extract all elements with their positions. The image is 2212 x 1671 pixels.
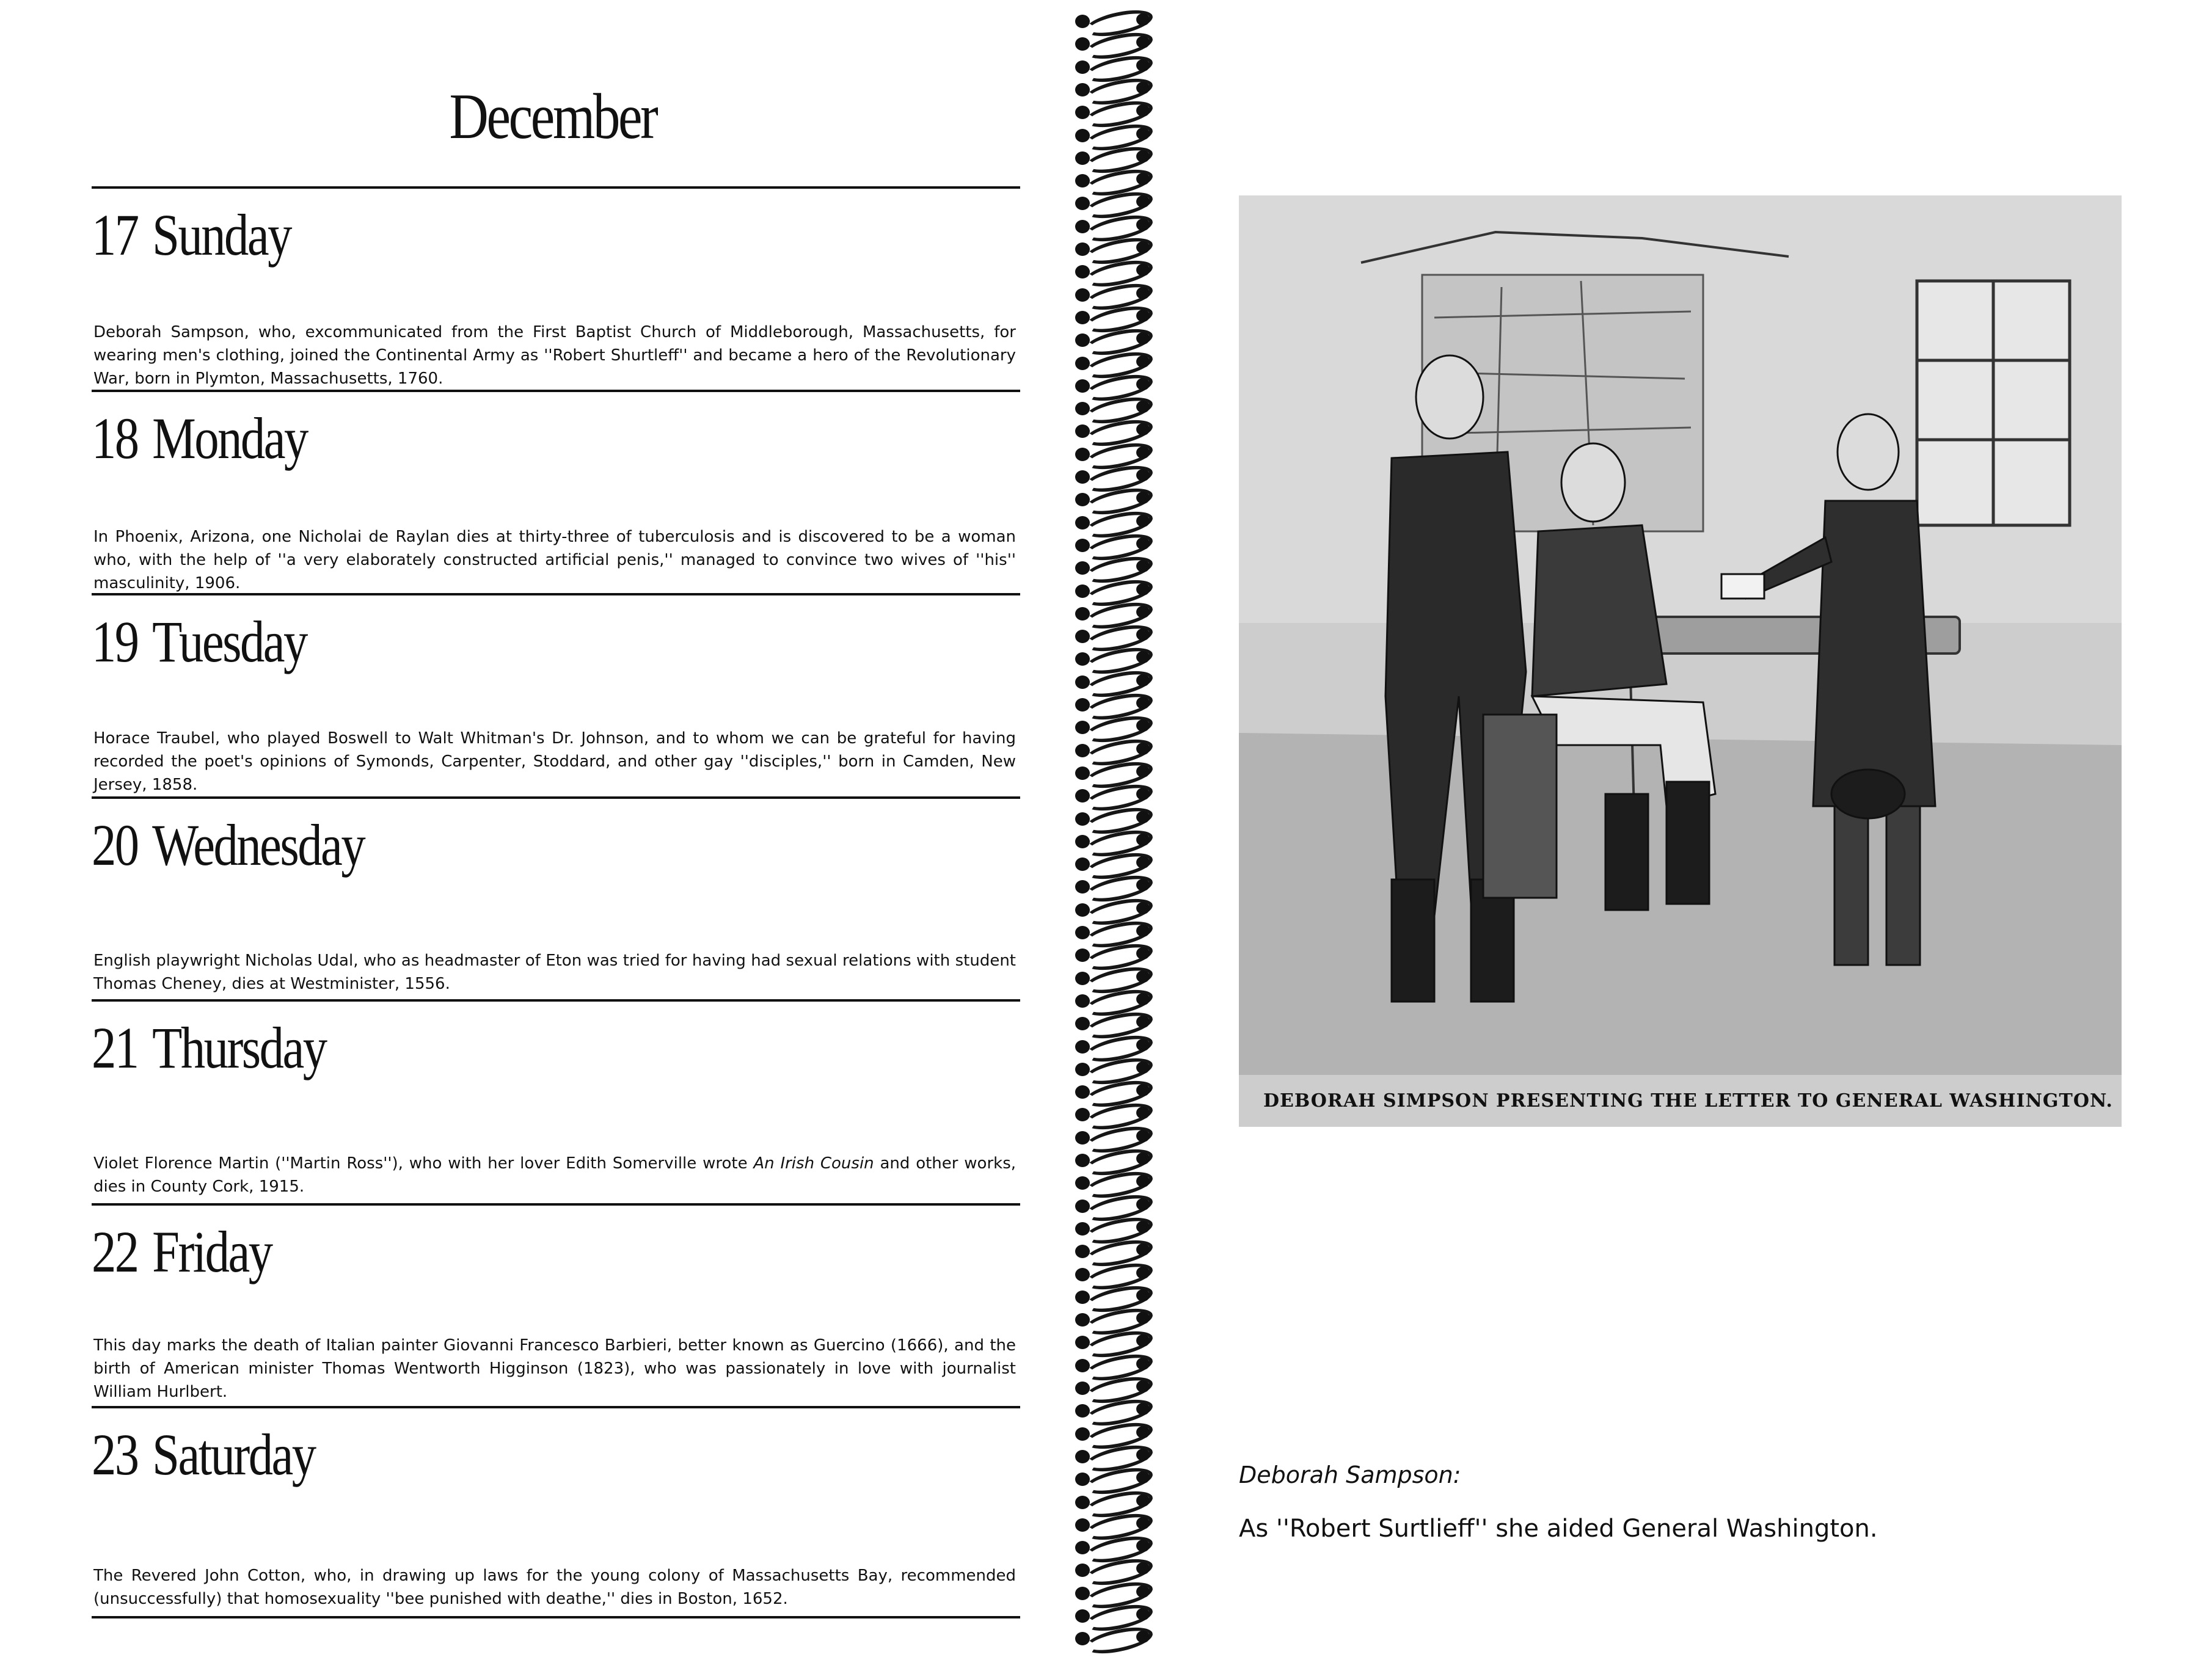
spiral-coil — [1063, 627, 1161, 646]
binding-hole — [1136, 674, 1150, 686]
spiral-coil — [1063, 946, 1161, 964]
day-number: 21 — [92, 1015, 138, 1080]
binding-hole — [1136, 651, 1150, 663]
binding-hole — [1136, 128, 1150, 140]
binding-hole — [1136, 378, 1150, 390]
calendar-page — [92, 0, 1026, 1671]
binding-hole — [1136, 59, 1150, 71]
binding-hole — [1136, 925, 1150, 937]
binding-hole — [1136, 423, 1150, 435]
day-heading — [92, 608, 307, 675]
spiral-coil — [1063, 741, 1161, 760]
spiral-coil — [1063, 1242, 1161, 1261]
spiral-coil — [1063, 923, 1161, 942]
spiral-coil — [1063, 1470, 1161, 1488]
spiral-coil — [1063, 1265, 1161, 1284]
binding-hole — [1136, 1061, 1150, 1074]
day-name: Friday — [152, 1219, 272, 1284]
spiral-coil — [1063, 308, 1161, 327]
spiral-coil — [1063, 490, 1161, 509]
spiral-coil — [1063, 718, 1161, 737]
day-text: The Revered John Cotton, who, in drawing up laws for the young colony of Massachusetts Bay, recommended (unsuccessfully) that homosexuality ''bee punished with deathe,'' dies in Boston, 1652. — [93, 1567, 1016, 1608]
binding-hole — [1136, 1585, 1150, 1598]
spiral-coil — [1063, 58, 1161, 76]
day-number: 22 — [92, 1219, 138, 1284]
day-heading — [92, 404, 307, 472]
binding-hole — [1136, 606, 1150, 618]
spiral-coil — [1063, 286, 1161, 304]
binding-hole — [1136, 241, 1150, 253]
binding-hole — [1136, 537, 1150, 550]
binding-hole — [1136, 1494, 1150, 1507]
spiral-coil — [1063, 331, 1161, 349]
spiral-coil — [1063, 559, 1161, 577]
binding-hole — [1136, 310, 1150, 322]
spiral-coil — [1063, 263, 1161, 281]
spiral-coil — [1063, 377, 1161, 395]
day-text: Horace Traubel, who played Boswell to Walt Whitman's Dr. Johnson, and to whom we can be grateful for having recorded the poet's opinions of Symonds, Carpenter, Stoddard, and other gay ''disciples,'' born in Camden, New Jersey, 1858. — [93, 729, 1016, 794]
day-text: This day marks the death of Italian painter Giovanni Francesco Barbieri, better known as Guercino (1666), and the birth of American minister Thomas Wentworth Higginson (1823), who was passionately in love with journalist William Hurlbert. — [93, 1336, 1016, 1401]
spiral-coil — [1063, 650, 1161, 668]
binding-hole — [1136, 560, 1150, 572]
spiral-coil — [1063, 12, 1161, 31]
spiral-coil — [1063, 992, 1161, 1010]
day-number: 20 — [92, 812, 138, 878]
spiral-coil — [1063, 582, 1161, 600]
spiral-coil — [1063, 1447, 1161, 1466]
spiral-coil — [1063, 149, 1161, 167]
spiral-coil — [1063, 1129, 1161, 1147]
binding-hole — [1136, 1312, 1150, 1324]
day-entry-23 — [92, 1406, 1020, 1608]
spiral-coil — [1063, 126, 1161, 145]
binding-hole — [1136, 355, 1150, 368]
bottom-rule — [92, 1616, 1020, 1618]
engraving-drawing — [1239, 195, 2122, 1127]
day-text-part: Violet Florence Martin (''Martin Ross''), who with her lover Edith Somerville wrote — [93, 1154, 754, 1173]
binding-hole — [1136, 1130, 1150, 1142]
book-title: An Irish Cousin — [753, 1154, 874, 1173]
spiral-coil — [1063, 103, 1161, 122]
binding-hole — [1136, 719, 1150, 732]
binding-hole — [1136, 1107, 1150, 1119]
spiral-coil — [1063, 1538, 1161, 1557]
window — [1917, 281, 2070, 525]
spiral-coil — [1063, 354, 1161, 373]
binding-hole — [1136, 1517, 1150, 1529]
spiral-coil — [1063, 855, 1161, 873]
spiral-coil — [1063, 1060, 1161, 1079]
day-entry-21 — [92, 999, 1020, 1196]
binding-hole — [1136, 902, 1150, 914]
spiral-coil — [1063, 764, 1161, 782]
binding-hole — [1136, 856, 1150, 868]
binding-hole — [1136, 1358, 1150, 1370]
spiral-coil — [1063, 1402, 1161, 1420]
spiral-coil — [1063, 1174, 1161, 1192]
figure-caption-title: Deborah Sampson: — [1239, 1462, 1461, 1488]
spiral-coil — [1063, 1288, 1161, 1306]
spiral-coil — [1063, 194, 1161, 213]
day-name: Wednesday — [152, 812, 365, 878]
spiral-coil — [1063, 81, 1161, 99]
day-name: Sunday — [152, 202, 291, 268]
day-name: Tuesday — [152, 609, 307, 674]
spiral-coil — [1063, 1038, 1161, 1056]
binding-hole — [1136, 82, 1150, 94]
spiral-coil — [1063, 1607, 1161, 1625]
day-name: Saturday — [152, 1422, 315, 1487]
binding-hole — [1136, 1426, 1150, 1438]
binding-hole — [1136, 970, 1150, 983]
spiral-coil — [1063, 240, 1161, 258]
binding-hole — [1136, 173, 1150, 185]
spiral-coil — [1063, 35, 1161, 53]
binding-hole — [1136, 947, 1150, 959]
binding-hole — [1136, 1403, 1150, 1415]
engraving-illustration — [1239, 195, 2122, 1127]
binding-hole — [1136, 13, 1150, 26]
spiral-coil — [1063, 217, 1161, 236]
spiral-coil — [1063, 1629, 1161, 1648]
spiral-coil — [1063, 1197, 1161, 1215]
binding-hole — [1136, 1152, 1150, 1165]
binding-hole — [1136, 401, 1150, 413]
day-entry-19 — [92, 593, 1020, 794]
spiral-coil — [1063, 832, 1161, 851]
binding-hole — [1136, 743, 1150, 755]
binding-hole — [1136, 788, 1150, 800]
day-heading — [92, 1014, 326, 1082]
spiral-coil — [1063, 468, 1161, 486]
day-number: 23 — [92, 1422, 138, 1487]
binding-hole — [1136, 628, 1150, 641]
binding-hole — [1136, 104, 1150, 117]
month-title: December — [449, 81, 657, 152]
binding-hole — [1136, 811, 1150, 823]
spiral-coil — [1063, 1379, 1161, 1397]
spiral-coil — [1063, 1493, 1161, 1512]
binding-hole — [1136, 1243, 1150, 1256]
day-name: Thursday — [152, 1015, 326, 1080]
binding-hole — [1136, 1631, 1150, 1643]
spiral-coil — [1063, 1516, 1161, 1534]
binding-hole — [1136, 1562, 1150, 1575]
binding-hole — [1136, 1449, 1150, 1461]
binding-hole — [1136, 36, 1150, 48]
binding-hole — [1136, 1608, 1150, 1620]
spiral-binding — [1063, 12, 1173, 1661]
spiral-coil — [1063, 1220, 1161, 1238]
day-heading — [92, 811, 364, 879]
day-number: 19 — [92, 609, 138, 674]
spiral-coil — [1063, 787, 1161, 805]
illustration-caption: DEBORAH SIMPSON PRESENTING THE LETTER TO GENERAL WASHINGTON. — [1263, 1090, 2113, 1112]
binding-hole — [1136, 1380, 1150, 1392]
day-entry-20 — [92, 796, 1020, 993]
spiral-coil — [1063, 969, 1161, 988]
spiral-coil — [1063, 696, 1161, 714]
day-heading — [92, 1421, 315, 1488]
spiral-coil — [1063, 1561, 1161, 1579]
spiral-coil — [1063, 1425, 1161, 1443]
spiral-coil — [1063, 1356, 1161, 1375]
day-entry-18 — [92, 390, 1020, 592]
binding-hole — [1136, 219, 1150, 231]
spiral-coil — [1063, 1105, 1161, 1124]
day-text: English playwright Nicholas Udal, who as headmaster of Eton was tried for having had sexual relations with student Thomas Cheney, dies at Westminister, 1556. — [93, 952, 1016, 993]
day-name: Monday — [152, 406, 307, 471]
binding-hole — [1136, 332, 1150, 344]
spiral-coil — [1063, 445, 1161, 464]
day-text: In Phoenix, Arizona, one Nicholai de Raylan dies at thirty-three of tuberculosis and is discovered to be a woman who, with the help of ''a very elaborately constructed artificial penis,'' managed to convince two wives of ''his'' masculinity, 1906. — [93, 528, 1016, 592]
day-heading — [92, 201, 291, 269]
binding-hole — [1136, 515, 1150, 527]
spiral-coil — [1063, 536, 1161, 555]
binding-hole — [1136, 1289, 1150, 1301]
binding-hole — [1136, 1198, 1150, 1210]
spiral-coil — [1063, 1014, 1161, 1033]
spiral-coil — [1063, 422, 1161, 440]
spiral-coil — [1063, 1584, 1161, 1603]
binding-hole — [1136, 150, 1150, 162]
binding-hole — [1136, 446, 1150, 459]
binding-hole — [1136, 583, 1150, 595]
day-text-part: and other works, dies in County Cork, 1915. — [93, 1154, 1016, 1196]
spiral-coil — [1063, 878, 1161, 896]
spiral-coil — [1063, 1333, 1161, 1352]
spiral-coil — [1063, 1311, 1161, 1329]
binding-hole — [1136, 879, 1150, 891]
binding-hole — [1136, 1039, 1150, 1051]
binding-hole — [1136, 1016, 1150, 1028]
binding-hole — [1136, 492, 1150, 504]
spiral-coil — [1063, 399, 1161, 418]
day-heading — [92, 1218, 272, 1286]
binding-hole — [1136, 765, 1150, 777]
binding-hole — [1136, 1267, 1150, 1279]
day-number: 18 — [92, 406, 138, 471]
binding-hole — [1136, 834, 1150, 846]
binding-hole — [1136, 1471, 1150, 1484]
day-entry-17 — [92, 186, 1020, 388]
binding-hole — [1136, 1334, 1150, 1347]
day-number: 17 — [92, 202, 138, 268]
spiral-coil — [1063, 1083, 1161, 1101]
binding-hole — [1136, 1540, 1150, 1552]
spiral-coil — [1063, 901, 1161, 919]
binding-hole — [1136, 1084, 1150, 1096]
spiral-coil — [1063, 1151, 1161, 1170]
binding-hole — [1136, 264, 1150, 276]
day-text — [93, 1152, 1016, 1198]
spiral-coil — [1063, 605, 1161, 623]
binding-hole — [1136, 1221, 1150, 1233]
spiral-coil — [1063, 514, 1161, 532]
figure-caption-text: As ''Robert Surtlieff'' she aided General Washington. — [1239, 1515, 1878, 1543]
binding-hole — [1136, 195, 1150, 208]
spiral-coil — [1063, 172, 1161, 190]
binding-hole — [1136, 287, 1150, 299]
spiral-coil — [1063, 810, 1161, 828]
day-entry-22 — [92, 1203, 1020, 1401]
binding-hole — [1136, 697, 1150, 709]
spiral-coil — [1063, 673, 1161, 691]
binding-hole — [1136, 469, 1150, 481]
binding-hole — [1136, 1175, 1150, 1187]
day-text: Deborah Sampson, who, excommunicated from the First Baptist Church of Middleborough, Massachusetts, for wearing men's clothing, joined the Continental Army as ''Robert Shurtleff'' and became a hero of the Revolutionary War, born in Plymton, Massachusetts, 1760. — [93, 323, 1016, 388]
binding-hole — [1136, 993, 1150, 1005]
